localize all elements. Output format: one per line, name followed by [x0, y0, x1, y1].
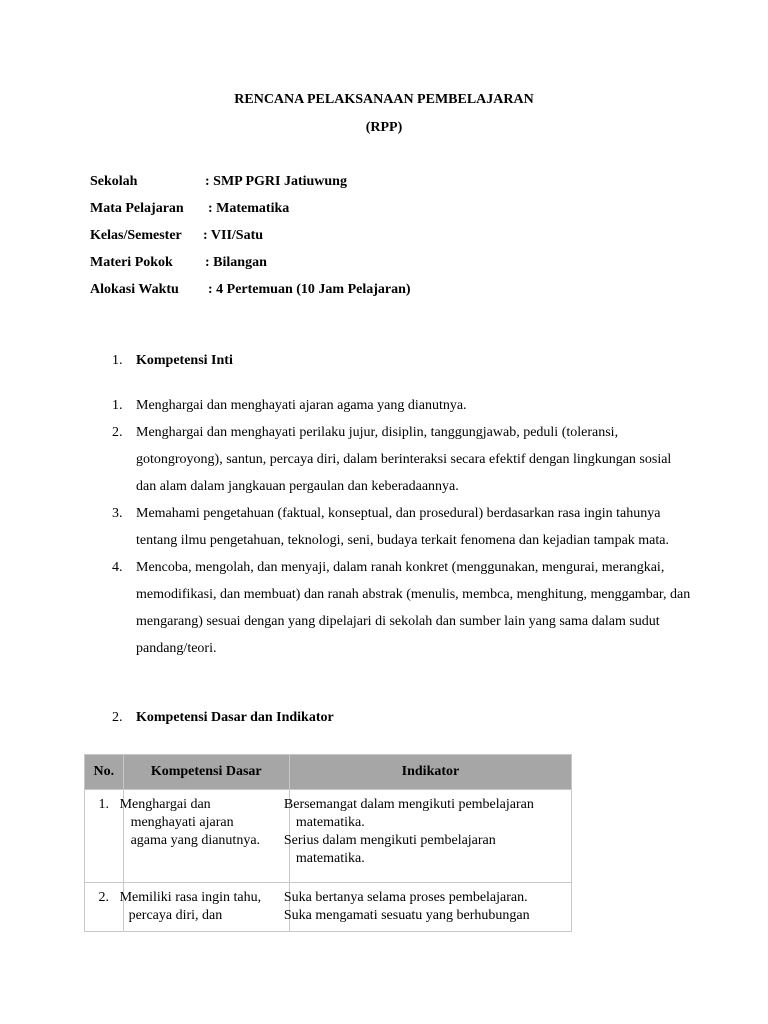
indikator-line: Suka mengamati sesuatu yang berhubungan — [283, 908, 530, 923]
list-item-text: Mencoba, mengolah, dan menyaji, dalam ranah konkret (menggunakan, mengurai, merangkai, memodifikasi, dan membuat) dan ranah abstrak (menulis, membca, menghitung, menggambar, dan mengarang) sesuai dengan yang dipelajari di sekolah dan sumber lain yang sama dalam sudut pandang/teori. — [136, 560, 691, 656]
row-number-cell — [85, 790, 124, 883]
indikator-line: matematika. — [295, 851, 365, 866]
info-value: : 4 Pertemuan (10 Jam Pelajaran) — [208, 282, 411, 297]
info-value: : Bilangan — [205, 255, 267, 270]
info-label: Sekolah — [90, 174, 138, 189]
kd-line: percaya diri, dan — [128, 908, 223, 923]
list-item — [112, 500, 692, 554]
document-subtitle: (RPP) — [365, 120, 403, 135]
list-item — [112, 554, 692, 662]
table-row — [85, 790, 572, 883]
list-item-number: 4. — [112, 560, 123, 575]
info-row-kelas-semester — [90, 228, 264, 244]
list-item-number: 2. — [112, 425, 123, 440]
list-item-text: Menghargai dan menghayati perilaku jujur, disiplin, tanggungjawab, peduli (toleransi, gotongroyong), santun, percaya diri, dalam berinteraksi secara efektif dengan lingkungan sosial dan alam dalam jangkauan pergaulan dan keberadaannya. — [136, 425, 672, 494]
kd-line: agama yang dianutnya. — [130, 833, 261, 848]
kompetensi-dasar-cell — [119, 790, 289, 883]
info-label: Mata Pelajaran — [90, 201, 184, 216]
indikator-line: matematika. — [295, 815, 365, 830]
info-label: Kelas/Semester — [90, 228, 182, 243]
indikator-line: Suka bertanya selama proses pembelajaran. — [283, 890, 528, 905]
info-row-mata-pelajaran — [90, 201, 290, 217]
list-item-number: 1. — [112, 398, 123, 413]
kd-line: Memiliki rasa ingin tahu, — [119, 890, 262, 905]
header-kompetensi-dasar: Kompetensi Dasar — [123, 755, 289, 790]
indikator-line: Bersemangat dalam mengikuti pembelajaran — [283, 797, 534, 812]
table-row — [85, 883, 572, 932]
header-indikator: Indikator — [289, 755, 571, 790]
header-no: No. — [85, 755, 124, 790]
info-value: : VII/Satu — [203, 228, 264, 243]
list-item — [112, 419, 692, 500]
section-number: 2. — [112, 710, 123, 725]
indikator-cell — [283, 790, 571, 883]
row-number: 2. — [98, 890, 110, 905]
kompetensi-dasar-table — [84, 754, 572, 932]
row-number: 1. — [98, 797, 110, 812]
info-row-sekolah — [90, 174, 347, 190]
kd-line: Menghargai dan — [119, 797, 211, 812]
list-item-text: Menghargai dan menghayati ajaran agama yang dianutnya. — [136, 398, 467, 413]
info-row-materi-pokok — [90, 255, 267, 271]
kd-line: menghayati ajaran — [130, 815, 234, 830]
indikator-line: Serius dalam mengikuti pembelajaran — [283, 833, 496, 848]
document-title: RENCANA PELAKSANAAN PEMBELAJARAN — [234, 92, 534, 107]
info-label: Materi Pokok — [90, 255, 173, 270]
kompetensi-inti-list — [112, 392, 692, 662]
info-row-alokasi-waktu — [90, 282, 411, 298]
list-item-number: 3. — [112, 506, 123, 521]
list-item-text: Memahami pengetahuan (faktual, konseptual, dan prosedural) berdasarkan rasa ingin tahunya tentang ilmu pengetahuan, teknologi, seni, budaya terkait fenomena dan kejadian tampak mata. — [136, 506, 669, 548]
row-number-cell — [85, 883, 124, 932]
kompetensi-dasar-cell — [119, 883, 289, 932]
list-item — [112, 392, 692, 419]
indikator-cell — [283, 883, 571, 932]
info-value: : SMP PGRI Jatiuwung — [205, 174, 347, 189]
info-label: Alokasi Waktu — [90, 282, 179, 297]
section-title: Kompetensi Inti — [136, 353, 233, 368]
table-header-row — [85, 755, 572, 790]
section-title: Kompetensi Dasar dan Indikator — [136, 710, 334, 725]
info-value: : Matematika — [208, 201, 290, 216]
section-number: 1. — [112, 353, 123, 368]
